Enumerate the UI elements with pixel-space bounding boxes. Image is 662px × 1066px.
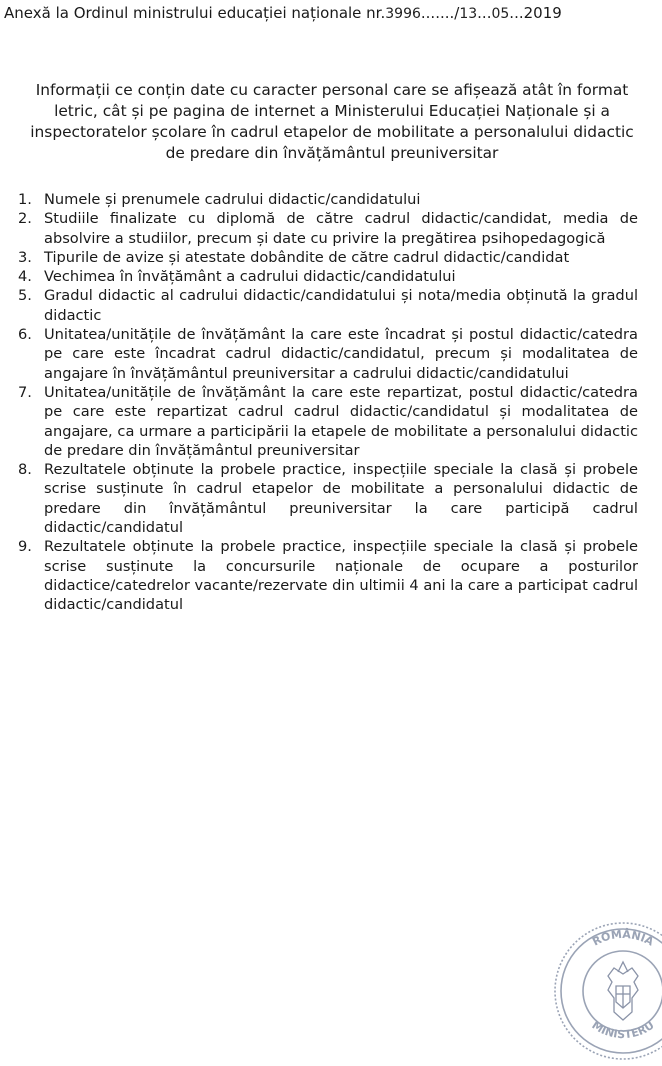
title-line: inspectoratelor școlare în cadrul etapelor de mobilitate a personalului didactic <box>30 123 634 141</box>
document-title <box>12 80 652 164</box>
list-item <box>18 383 638 460</box>
item-text: Tipurile de avize și atestate dobândite de către cadrul didactic/candidat <box>44 248 570 266</box>
item-number: 1. <box>18 191 32 208</box>
order-year: 2019 <box>523 4 562 22</box>
order-day: 13 <box>459 6 478 22</box>
list-item <box>18 190 638 209</box>
list-item <box>18 267 638 286</box>
list-item <box>18 460 638 537</box>
list-item <box>18 286 638 325</box>
item-number: 2. <box>18 210 32 228</box>
item-text: Numele și prenumele cadrului didactic/candidatului <box>44 191 421 208</box>
header-separator-1: ......./ <box>420 4 460 22</box>
item-number: 4. <box>18 268 32 286</box>
header-separator-2: ... <box>477 4 492 22</box>
item-number: 7. <box>18 383 32 401</box>
header-annex-line <box>4 4 562 22</box>
item-text: Vechimea în învățământ a cadrului didactic/candidatului <box>44 268 456 286</box>
list-item <box>18 325 638 383</box>
item-text: Rezultatele obținute la probele practice, inspecțiile speciale la clasă și probele scrise susținute în cadrul etapelor de mobilitate a personalului didactic de predare din învățământul preuniversitar la care participă cadrul didactic/candidatul <box>44 461 638 537</box>
title-line: de predare din învățământul preuniversitar <box>165 144 499 162</box>
list-item <box>18 248 638 267</box>
order-number: 3996 <box>385 6 421 22</box>
svg-text:ROMÂNIA: ROMÂNIA <box>590 927 656 949</box>
item-number: 5. <box>18 287 32 305</box>
list-item <box>18 209 638 248</box>
title-line: letric, cât și pe pagina de internet a Ministerului Educației Naționale și a <box>54 102 610 120</box>
item-text: Studiile finalizate cu diplomă de către cadrul didactic/candidat, media de absolvire a studiilor, precum și date cu privire la pregătirea psihopedagogică <box>44 210 638 247</box>
title-line: Informații ce conțin date cu caracter personal care se afișează atât în format <box>35 81 629 99</box>
personal-data-list <box>18 190 638 615</box>
item-number: 9. <box>18 538 32 556</box>
svg-text:MINISTERU: MINISTERU <box>589 1018 657 1042</box>
item-text: Unitatea/unitățile de învățământ la care este încadrat și postul didactic/catedra pe care este încadrat cadrul didactic/candidatul, precum și modalitatea de angajare în învățământul preuniversitar a cadrului didactic/candidatului <box>44 326 638 382</box>
item-text: Rezultatele obținute la probele practice, inspecțiile speciale la clasă și probele scrise susținute la concursurile naționale de ocupare a posturilor didactice/catedrelor vacante/rezervate din ultimii 4 ani la care a participat cadrul didactic/candidatul <box>44 538 638 614</box>
item-number: 8. <box>18 461 32 479</box>
official-stamp-icon <box>548 916 662 1066</box>
item-text: Gradul didactic al cadrului didactic/candidatului și nota/media obținută la gradul didactic <box>44 287 638 324</box>
list-item <box>18 537 638 614</box>
order-month: 05 <box>491 6 510 22</box>
item-number: 3. <box>18 248 32 266</box>
header-separator-3: ... <box>509 4 524 22</box>
item-number: 6. <box>18 326 32 344</box>
item-text: Unitatea/unitățile de învățământ la care este repartizat, postul didactic/catedra pe care este repartizat cadrul cadrul didactic/candidatul și modalitatea de angajare, ca urmare a participării la etapele de mobilitate a personalului didactic de predare din învățământul preuniversitar <box>44 383 638 459</box>
header-prefix: Anexă la Ordinul ministrului educației naționale nr. <box>4 4 386 22</box>
